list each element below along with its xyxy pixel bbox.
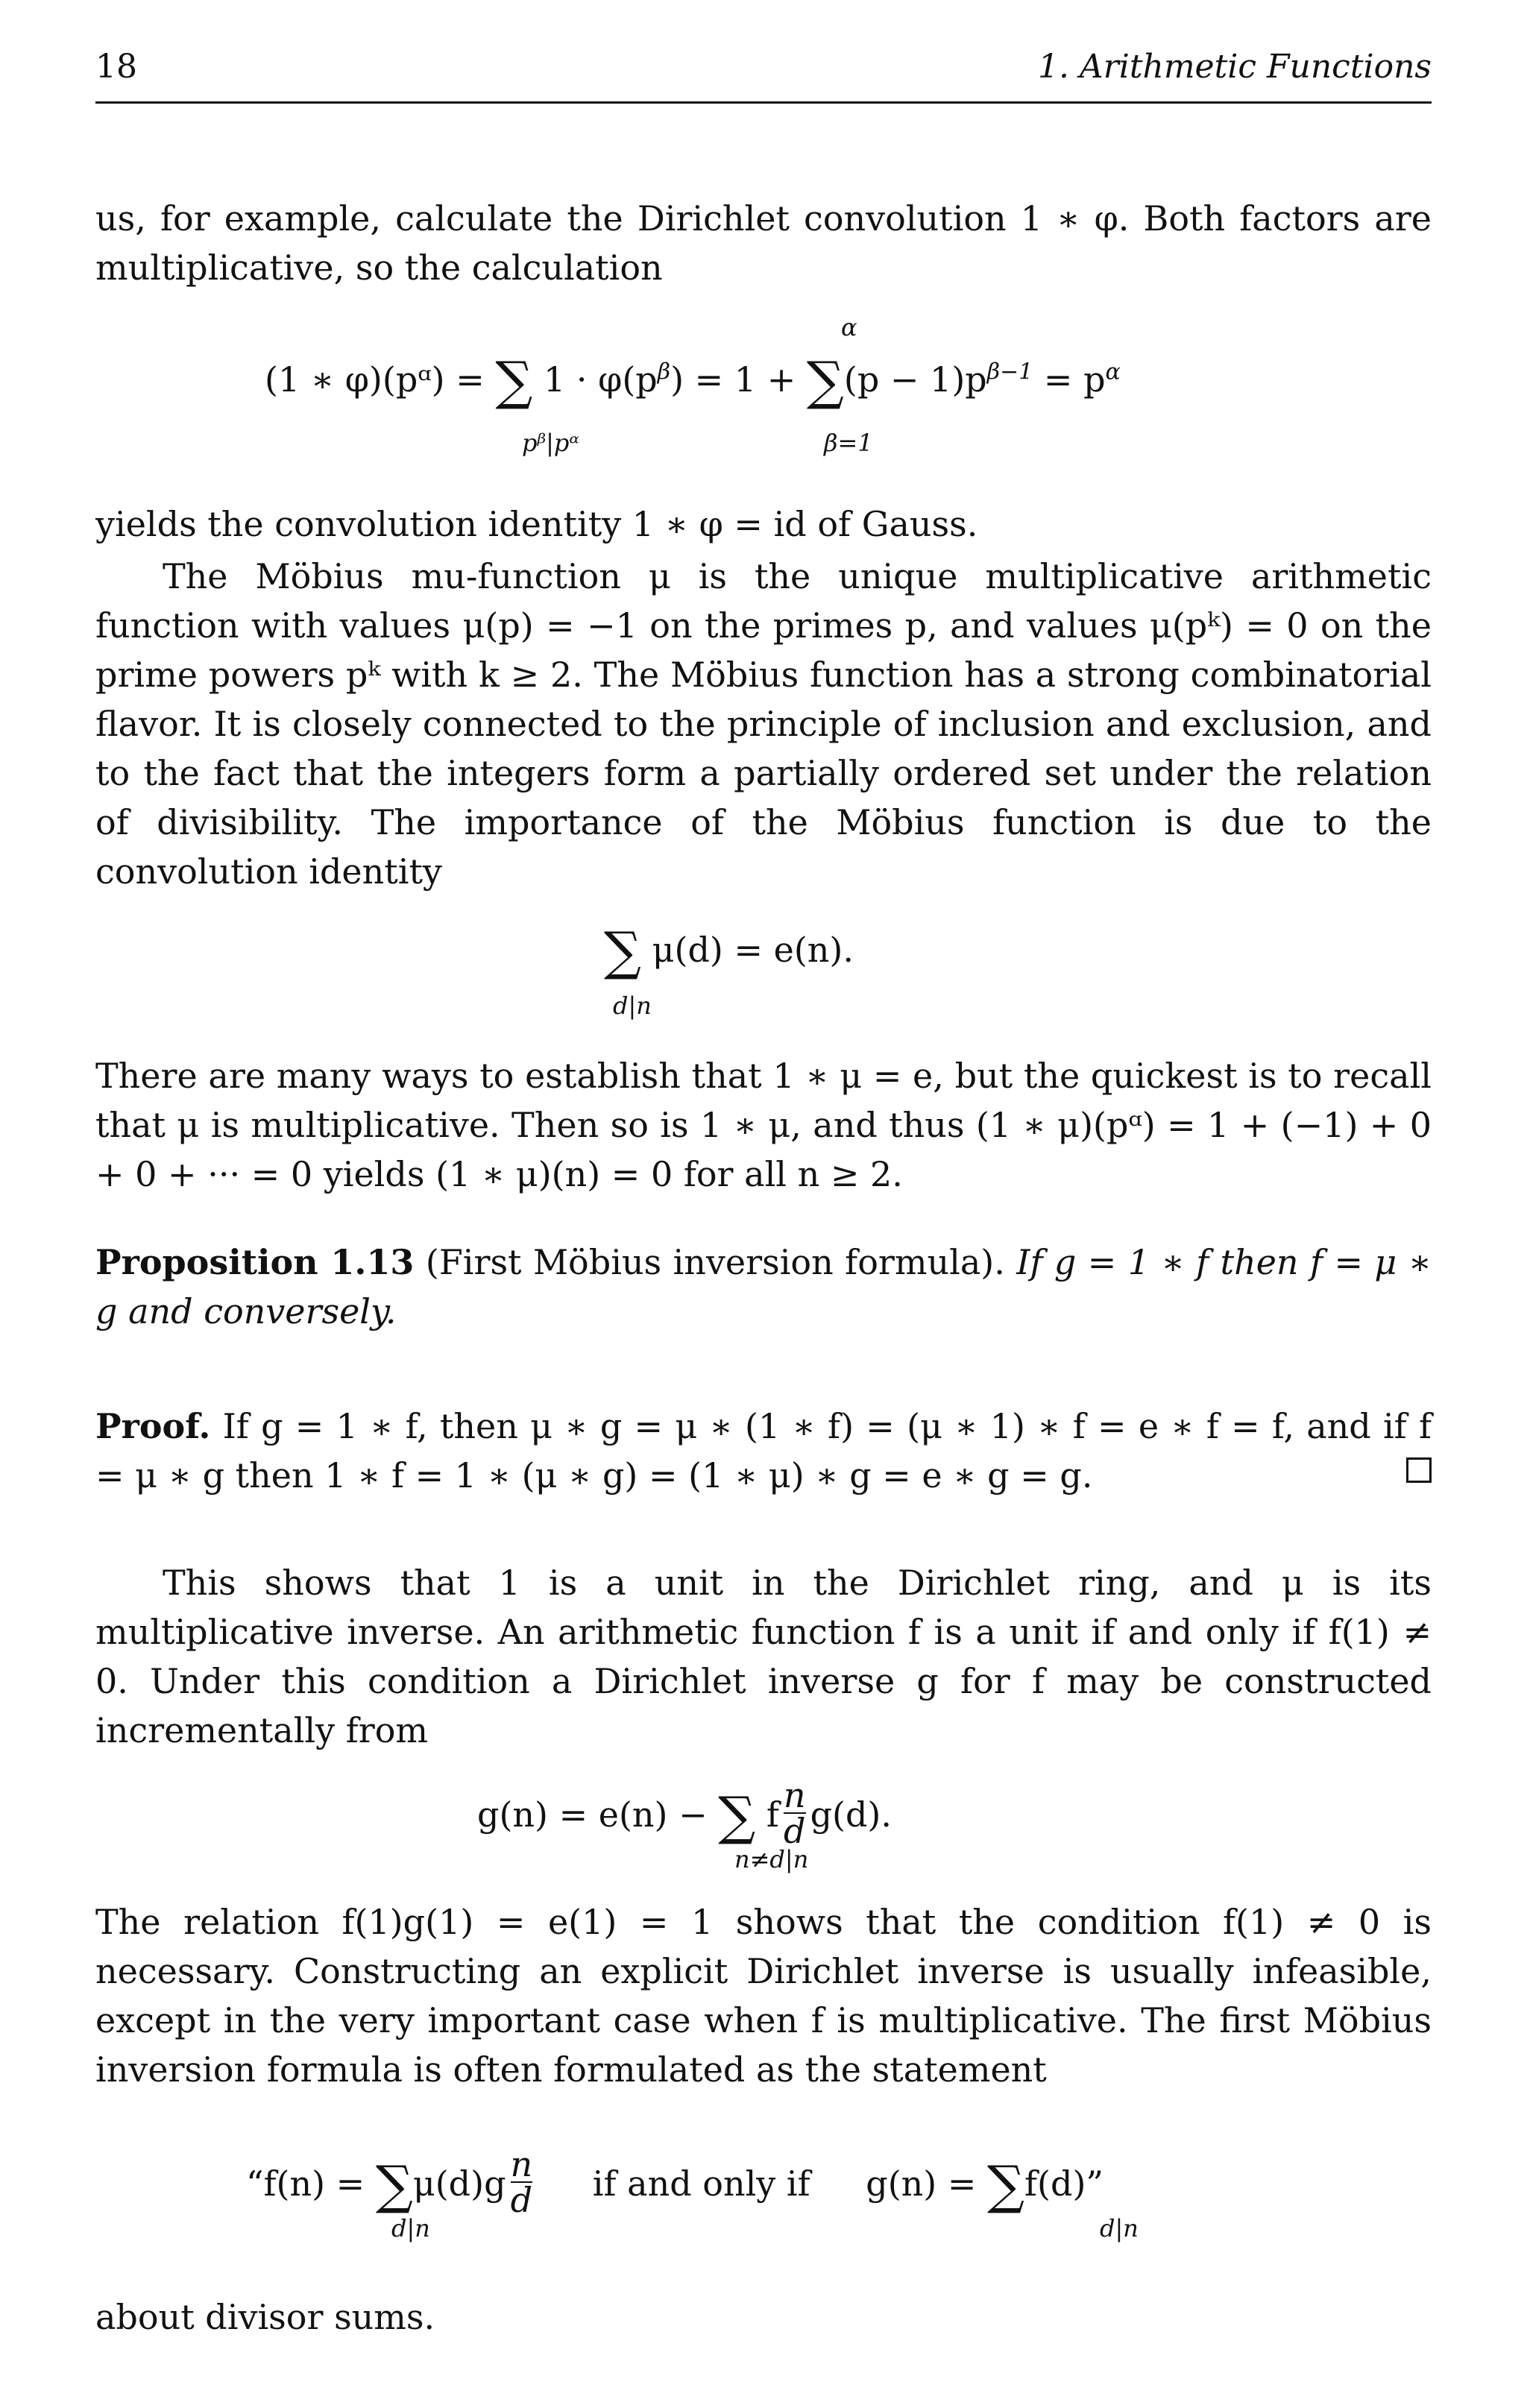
eq3-tail: g(d). bbox=[810, 1794, 892, 1835]
eq4-sum-symbol: ∑ bbox=[375, 2155, 413, 2216]
eq3-body: f bbox=[755, 1794, 779, 1835]
paragraph-closing: about divisor sums. bbox=[95, 2297, 435, 2337]
eq1-term2: (p − 1)p bbox=[843, 359, 987, 400]
paragraph-intro: us, for example, calculate the Dirichlet convolution 1 ∗ φ. Both factors are multiplicative, so the calculation bbox=[95, 198, 1432, 288]
eq1-sum-symbol: ∑ bbox=[495, 350, 533, 412]
eq4-frac-den: d bbox=[510, 2180, 533, 2220]
eq2-body: μ(d) = e(n). bbox=[652, 930, 854, 970]
paragraph-relation: The relation f(1)g(1) = e(1) = 1 shows that the condition f(1) ≠ 0 is necessary. Constructing an explicit Dirichlet inverse is usually infeasible, except in the very important case when f is multiplicative. The first Möbius inversion formula is often formulated as the statement bbox=[95, 1902, 1432, 2090]
eq2-sum-lower: d|n bbox=[613, 992, 652, 1020]
eq4-body1: μ(d)g bbox=[412, 2163, 506, 2204]
eq1-sum-lower-2: β=1 bbox=[824, 429, 873, 457]
proposition-name: (First Möbius inversion formula). bbox=[425, 1242, 1005, 1282]
eq1-exponent: β−1 bbox=[986, 359, 1033, 385]
eq4-sum-lower-1: d|n bbox=[391, 2214, 430, 2242]
eq1-term1: 1 · φ(p bbox=[532, 359, 658, 400]
eq4-right: g(n) = bbox=[866, 2163, 988, 2204]
eq1-term1b: ) = 1 + bbox=[670, 359, 807, 400]
eq1-sum-upper: α bbox=[841, 313, 857, 341]
page-number: 18 bbox=[95, 48, 137, 86]
eq4-sum-lower-2: d|n bbox=[1100, 2214, 1139, 2242]
eq4-fraction bbox=[510, 2144, 533, 2220]
equation-inversion-statement bbox=[246, 2144, 1103, 2220]
proof-block bbox=[95, 1402, 1432, 1500]
proposition-block bbox=[95, 1238, 1432, 1336]
eq3-fraction bbox=[783, 1775, 806, 1851]
eq4-mid: if and only if bbox=[592, 2163, 810, 2204]
equation-dirichlet-inverse bbox=[477, 1775, 892, 1851]
equation-mu-sum bbox=[604, 921, 854, 982]
eq1-alpha: α bbox=[1105, 359, 1121, 385]
eq3-lhs: g(n) = e(n) − bbox=[477, 1794, 719, 1835]
paragraph-unit: This shows that 1 is a unit in the Dirichlet ring, and μ is its multiplicative inverse. An arithmetic function f is a unit if and only if f(1) ≠ 0. Under this condition a Dirichlet inverse g for f may be constructed incrementally from bbox=[95, 1563, 1432, 1750]
eq1-sum-lower-1: pᵝ|pᵅ bbox=[522, 429, 579, 457]
qed-symbol bbox=[1406, 1457, 1432, 1483]
page-header bbox=[95, 42, 1432, 104]
eq4-body2: f(d)” bbox=[1024, 2163, 1103, 2204]
eq3-sum-symbol: ∑ bbox=[718, 1785, 756, 1847]
eq4-frac-num: n bbox=[510, 2144, 533, 2184]
paragraph-quickest: There are many ways to establish that 1 ∗ μ = e, but the quickest is to recall that μ is multiplicative. Then so is 1 ∗ μ, and thus (1 ∗ μ)(pᵅ) = 1 + (−1) + 0 + 0 + ··· = 0 yields (1 ∗ μ)(n) = 0 for all n ≥ 2. bbox=[95, 1056, 1432, 1194]
proof-label: Proof. bbox=[95, 1406, 211, 1446]
eq1-term2b: = p bbox=[1033, 359, 1106, 400]
equation-convolution-phi bbox=[265, 350, 1121, 412]
running-title: 1. Arithmetic Functions bbox=[1037, 48, 1432, 86]
paragraph-gauss: yields the convolution identity 1 ∗ φ = id of Gauss. bbox=[95, 504, 978, 544]
eq2-sum-symbol: ∑ bbox=[604, 921, 641, 982]
proposition-statement: If g = 1 ∗ f then f = μ ∗ g and conversely. bbox=[95, 1242, 1432, 1331]
proof-text: If g = 1 ∗ f, then μ ∗ g = μ ∗ (1 ∗ f) = (μ ∗ 1) ∗ f = e ∗ f = f, and if f = μ ∗ g then 1 ∗ f = 1 ∗ (μ ∗ g) = (1 ∗ μ) ∗ g = e ∗ g = g. bbox=[95, 1406, 1432, 1495]
eq4-sum-symbol-2: ∑ bbox=[987, 2155, 1025, 2216]
eq3-frac-den: d bbox=[784, 1811, 806, 1851]
eq1-beta: β bbox=[657, 359, 671, 385]
proposition-label: Proposition 1.13 bbox=[95, 1242, 415, 1282]
eq1-lhs: (1 ∗ φ)(pᵅ) = bbox=[265, 359, 496, 400]
eq1-sum-symbol-2: ∑ bbox=[806, 350, 844, 412]
mobius-text: The Möbius mu-function μ is the unique multiplicative arithmetic function with values μ(p) = −1 on the primes p, and values μ(pᵏ) = 0 on the prime powers pᵏ with k ≥ 2. The Möbius function has a strong combinatorial flavor. It is closely connected to the principle of inclusion and exclusion, and to the fact that the integers form a partially ordered set under the relation of divisibility. The importance of the Möbius function is due to the convolution identity bbox=[95, 556, 1432, 892]
eq4-left: “f(n) = bbox=[246, 2163, 376, 2204]
eq3-frac-num: n bbox=[783, 1775, 806, 1815]
eq3-sum-lower: n≠d|n bbox=[734, 1845, 809, 1873]
paragraph-mobius bbox=[95, 552, 1432, 896]
